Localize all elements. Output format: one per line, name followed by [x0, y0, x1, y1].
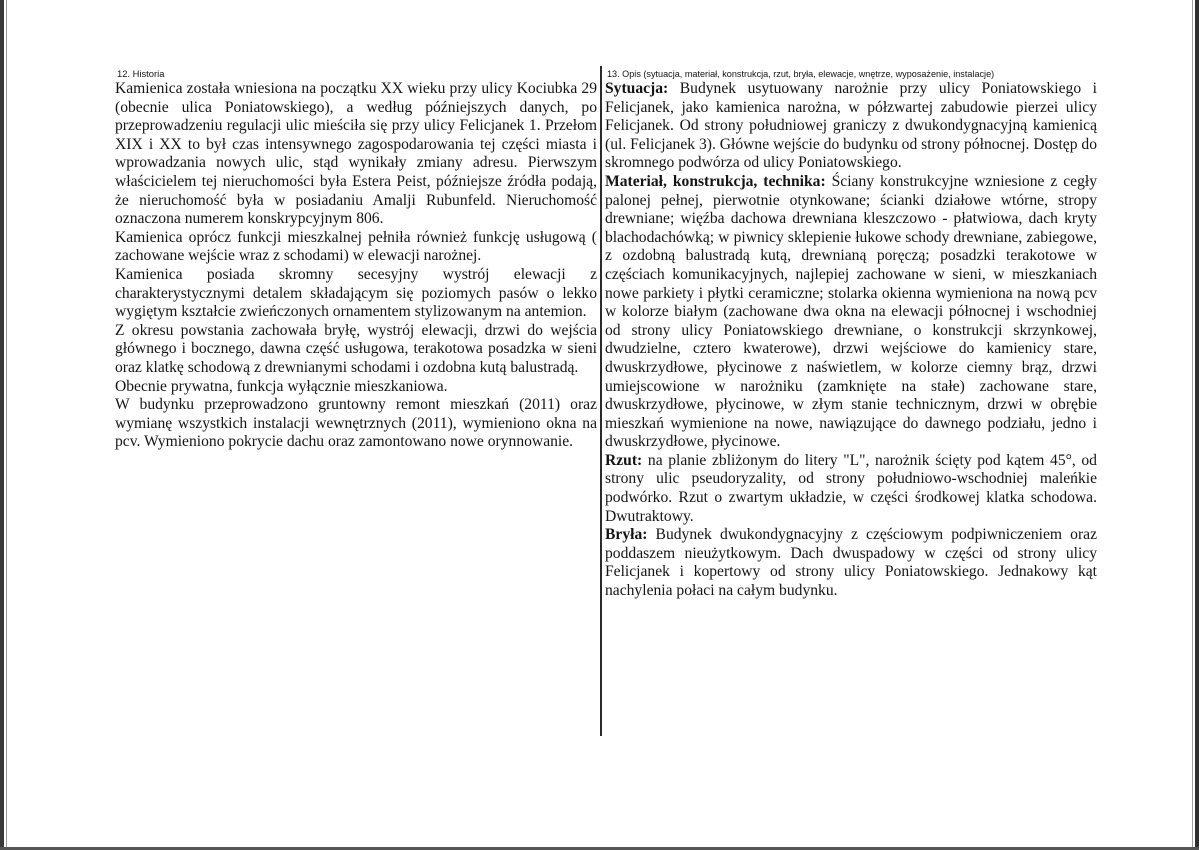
- history-heading: 12. Historia: [117, 68, 165, 79]
- description-heading: 13. Opis (sytuacja, materiał, konstrukcja, rzut, bryła, elewacje, wnętrze, wyposażenie, instalacje): [607, 69, 995, 79]
- history-paragraph: W budynku przeprowadzono gruntowny remont mieszkań (2011) oraz wymianę wszystkich instalacji wewnętrznych (2011), wymieniono okna na pcv. Wymieniono pokrycie dachu oraz zamontowano nowe orynnowanie.: [115, 396, 597, 451]
- scan-border-right: [1195, 0, 1199, 850]
- scan-border-left-inner: [6, 0, 7, 850]
- section-text: na planie zbliżonym do litery "L", narożnik ścięty pod kątem 45°, od strony ulic pseudoryzality, od strony południowo-wschodniej maleńkie podwórko. Rzut o zwartym układzie, w części środkowej klatka schodowa. Dwutraktowy.: [605, 451, 1097, 525]
- section-label: Materiał, konstrukcja, technika:: [605, 172, 826, 190]
- description-section-plan: [605, 452, 1097, 526]
- description-column: [605, 68, 1097, 601]
- section-text: Budynek dwukondygnacyjny z częściowym podpiwniczeniem oraz poddaszem nieużytkowym. Dach dwuspadowy w części od strony ulicy Felicjanek i kopertowy od strony ulicy Poniatowskiego. Jednakowy kąt nachylenia połaci na całym budynku.: [605, 526, 1097, 600]
- history-paragraph: Kamienica została wniesiona na początku XX wieku przy ulicy Kociubka 29 (obecnie ulica Poniatowskiego), a według późniejszych danych, po przeprowadzeniu regulacji ulic mieściła się przy ulicy Felicjanek 1. Przełom XIX i XX to był czas intensywnego zagospodarowania tej części miasta i wprowadzania nowych ulic, stąd wynikały zmiany adresu. Pierwszym właścicielem tej nieruchomości była Estera Peist, późniejsze źródła podają, że nieruchomość była w posiadaniu Amalji Rubunfeld. Nieruchomość oznaczona numerem konskrypcyjnym 806.: [115, 80, 597, 228]
- description-section-material: [605, 173, 1097, 452]
- section-text: Ściany konstrukcyjne wzniesione z cegły palonej pełnej, pierwotnie otynkowane; ścianki działowe wtórne, stropy drewniane; więźba dachowa drewniana kleszczowo - płatwiowa, dach kryty blachodachówką; w piwnicy sklepienie łukowe schody drewniane, zabiegowe, z ozdobną balustradą kutą, drewnianą poręczą; posadzki terakotowe w częściach komunikacyjnych, najlepiej zachowane w sieni, w mieszkaniach nowe parkiety i płytki ceramiczne; stolarka okienna wymieniona na nową pcv w kolorze białym (zachowane dwa okna na elewacji północnej i wschodniej od strony ulicy Poniatowskiego drewniane, o konstrukcji skrzynkowej, dwudzielne, cztero kwaterowe), drzwi wejściowe do kamienicy stare, dwuskrzydłowe, płycinowe z naświetlem, w kolorze ciemny brąz, drzwi umiejscowione w narożniku (zamknięte na stałe) zachowane stare, dwuskrzydłowe, płycinowe, w złym stanie technicznym, drzwi w obrębie mieszkań wymienione na nowe, nawiązujące do dawnego podziału, jedno i dwuskrzydłowe, płycinowe.: [605, 172, 1097, 451]
- history-paragraph: Kamienica posiada skromny secesyjny wystrój elewacji z charakterystycznymi detalem składającym się poziomych pasów o lekko wygiętym kształcie zwieńczonych ornamentem stylizowanym na antemion.: [115, 265, 597, 321]
- history-paragraph: Obecnie prywatna, funkcja wyłącznie mieszkaniowa.: [115, 377, 448, 395]
- section-label: Rzut:: [605, 451, 643, 469]
- section-text: Budynek usytuowany narożnie przy ulicy Poniatowskiego i Felicjanek, jako kamienica narożna, w półzwartej zabudowie pierzei ulicy Felicjanek. Od strony południowej graniczy z dwukondygnacyjną kamienicą (ul. Felicjanek 3). Główne wejście do budynku od strony północnej. Dostęp do skromnego podwórza od ulicy Poniatowskiego.: [605, 80, 1097, 172]
- description-section-situation: [605, 80, 1097, 173]
- section-label: Sytuacja:: [605, 80, 669, 97]
- column-divider: [600, 66, 602, 736]
- scan-border-right-inner: [1192, 0, 1193, 850]
- description-section-massing: [605, 526, 1097, 600]
- history-column: [115, 68, 597, 452]
- scan-border-left: [0, 0, 4, 850]
- section-label: Bryła:: [605, 526, 648, 544]
- history-paragraph: Kamienica oprócz funkcji mieszkalnej pełniła również funkcję usługową ( zachowane wejście wraz z schodami) w elewacji narożnej.: [115, 228, 597, 265]
- history-paragraph: Z okresu powstania zachowała bryłę, wystrój elewacji, drzwi do wejścia głównego i bocznego, dawna część usługowa, terakotowa posadzka w sieni oraz klatkę schodową z drewnianymi schodami i ozdobna kutą balustradą.: [115, 321, 597, 376]
